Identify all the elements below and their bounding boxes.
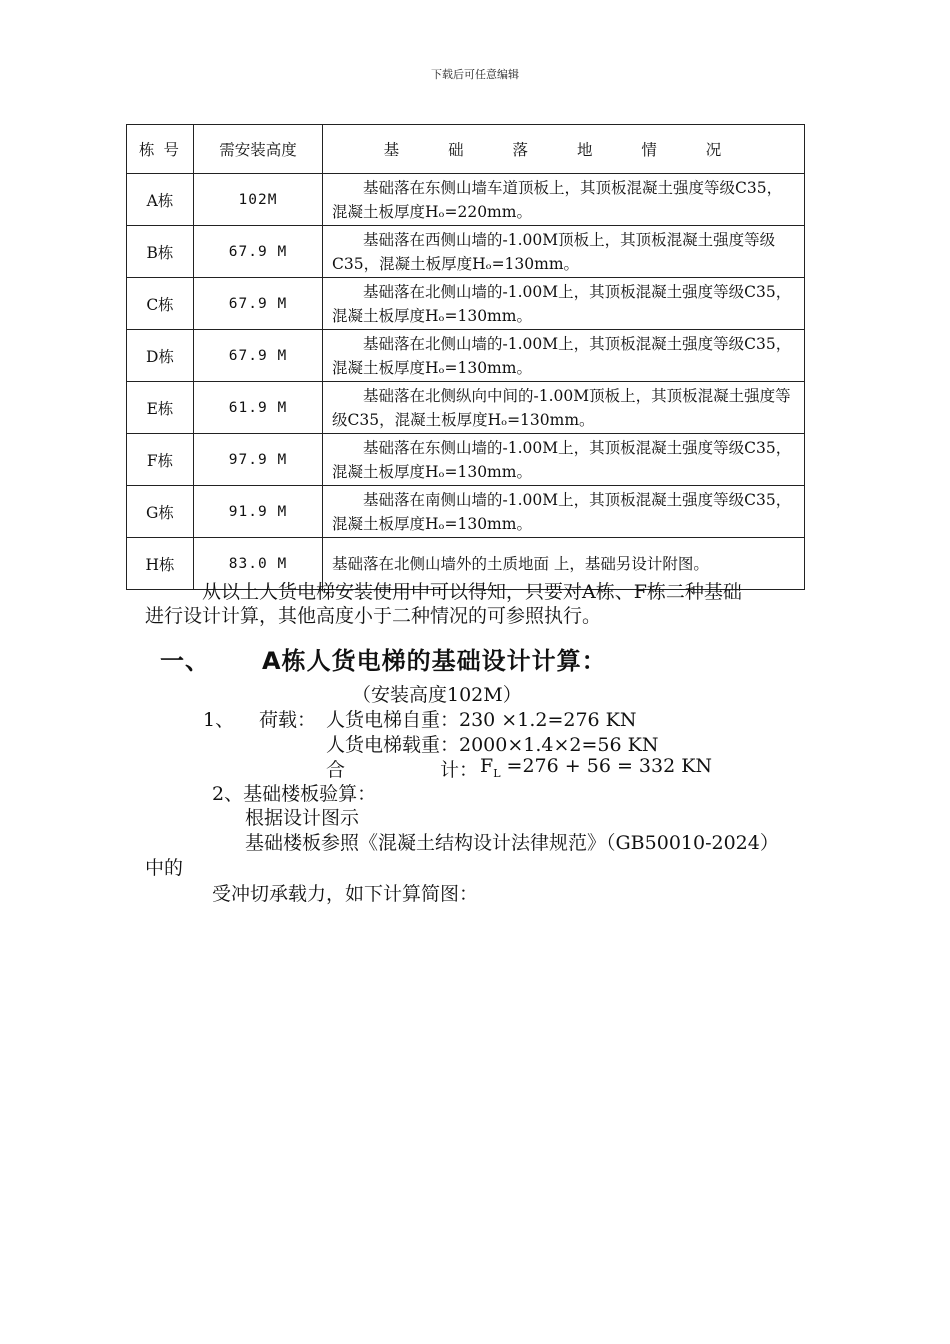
table-row bbox=[127, 434, 805, 486]
intro-line-1: 从以上人货电梯安装使用中可以得知，只要对A栋、F栋二种基础 bbox=[202, 581, 742, 603]
height-cell: 67.9 M bbox=[194, 330, 323, 382]
table-row bbox=[127, 486, 805, 538]
height-cell: 97.9 M bbox=[194, 434, 323, 486]
intro-paragraph bbox=[145, 580, 855, 628]
section-heading bbox=[160, 641, 607, 676]
desc-cell: 基础落在北侧山墙的-1.00M上，其顶板混凝土强度等级C35，混凝土板厚度Hₒ=130mm。 bbox=[323, 278, 805, 330]
desc-cell: 基础落在南侧山墙的-1.00M上，其顶板混凝土强度等级C35，混凝土板厚度Hₒ=130mm。 bbox=[323, 486, 805, 538]
intro-line-2: 进行设计计算，其他高度小于二种情况的可参照执行。 bbox=[145, 605, 602, 627]
building-cell: D栋 bbox=[127, 330, 194, 382]
building-cell: A栋 bbox=[127, 174, 194, 226]
load-total bbox=[480, 755, 712, 780]
header-note: 下载后可任意编辑 bbox=[431, 68, 519, 81]
section-title: A栋人货电梯的基础设计计算： bbox=[262, 647, 607, 675]
load-total-symbol: F bbox=[480, 755, 494, 777]
desc-cell: 基础落在北侧纵向中间的-1.00M顶板上，其顶板混凝土强度等级C35，混凝土板厚度Hₒ=130mm。 bbox=[323, 382, 805, 434]
table-header-row bbox=[127, 125, 805, 174]
building-cell: H栋 bbox=[127, 538, 194, 590]
load-total-formula: =276 + 56 = 332 KN bbox=[506, 755, 713, 777]
building-cell: C栋 bbox=[127, 278, 194, 330]
check-line-3: 中的 bbox=[145, 857, 184, 879]
check-heading: 2、基础楼板验算： bbox=[212, 783, 377, 805]
check-line-1: 根据设计图示 bbox=[245, 807, 360, 829]
table-row bbox=[127, 382, 805, 434]
height-cell: 67.9 M bbox=[194, 278, 323, 330]
desc-cell: 基础落在东侧山墙车道顶板上，其顶板混凝土强度等级C35，混凝土板厚度Hₒ=220mm。 bbox=[323, 174, 805, 226]
height-cell: 83.0 M bbox=[194, 538, 323, 590]
check-line-2: 基础楼板参照《混凝土结构设计法律规范》（GB50010-2024） bbox=[245, 832, 779, 854]
table-row bbox=[127, 330, 805, 382]
install-height-note: （安装高度102M） bbox=[352, 684, 522, 706]
building-cell: G栋 bbox=[127, 486, 194, 538]
load-index: 1、 bbox=[203, 709, 235, 731]
table-row bbox=[127, 278, 805, 330]
load-total-subscript: L bbox=[493, 766, 501, 780]
col-desc-header: 基 础 落 地 情 况 bbox=[323, 125, 805, 174]
table-row bbox=[127, 174, 805, 226]
height-cell: 91.9 M bbox=[194, 486, 323, 538]
load-capacity: 人货电梯载重：2000×1.4×2=56 KN bbox=[326, 734, 659, 756]
table-row bbox=[127, 226, 805, 278]
desc-cell: 基础落在北侧山墙的-1.00M上，其顶板混凝土强度等级C35，混凝土板厚度Hₒ=130mm。 bbox=[323, 330, 805, 382]
desc-cell: 基础落在西侧山墙的-1.00M顶板上，其顶板混凝土强度等级C35，混凝土板厚度Hₒ=130mm。 bbox=[323, 226, 805, 278]
col-building-header: 栋 号 bbox=[127, 125, 194, 174]
col-height-header: 需安装高度 bbox=[194, 125, 323, 174]
height-cell: 61.9 M bbox=[194, 382, 323, 434]
load-total-label-b: 计： bbox=[440, 759, 479, 781]
building-cell: F栋 bbox=[127, 434, 194, 486]
section-number: 一、 bbox=[160, 647, 210, 675]
height-cell: 67.9 M bbox=[194, 226, 323, 278]
desc-cell: 基础落在东侧山墙的-1.00M上，其顶板混凝土强度等级C35，混凝土板厚度Hₒ=130mm。 bbox=[323, 434, 805, 486]
load-total-label-a: 合 bbox=[326, 759, 346, 781]
foundation-table bbox=[126, 124, 805, 590]
building-cell: E栋 bbox=[127, 382, 194, 434]
load-self-weight: 人货电梯自重：230 ×1.2=276 KN bbox=[326, 709, 637, 731]
height-cell: 102M bbox=[194, 174, 323, 226]
check-line-4: 受冲切承载力，如下计算简图： bbox=[212, 883, 479, 905]
load-label: 荷载： bbox=[259, 709, 317, 731]
desc-cell: 基础落在北侧山墙外的土质地面 上，基础另设计附图。 bbox=[323, 538, 805, 590]
building-cell: B栋 bbox=[127, 226, 194, 278]
